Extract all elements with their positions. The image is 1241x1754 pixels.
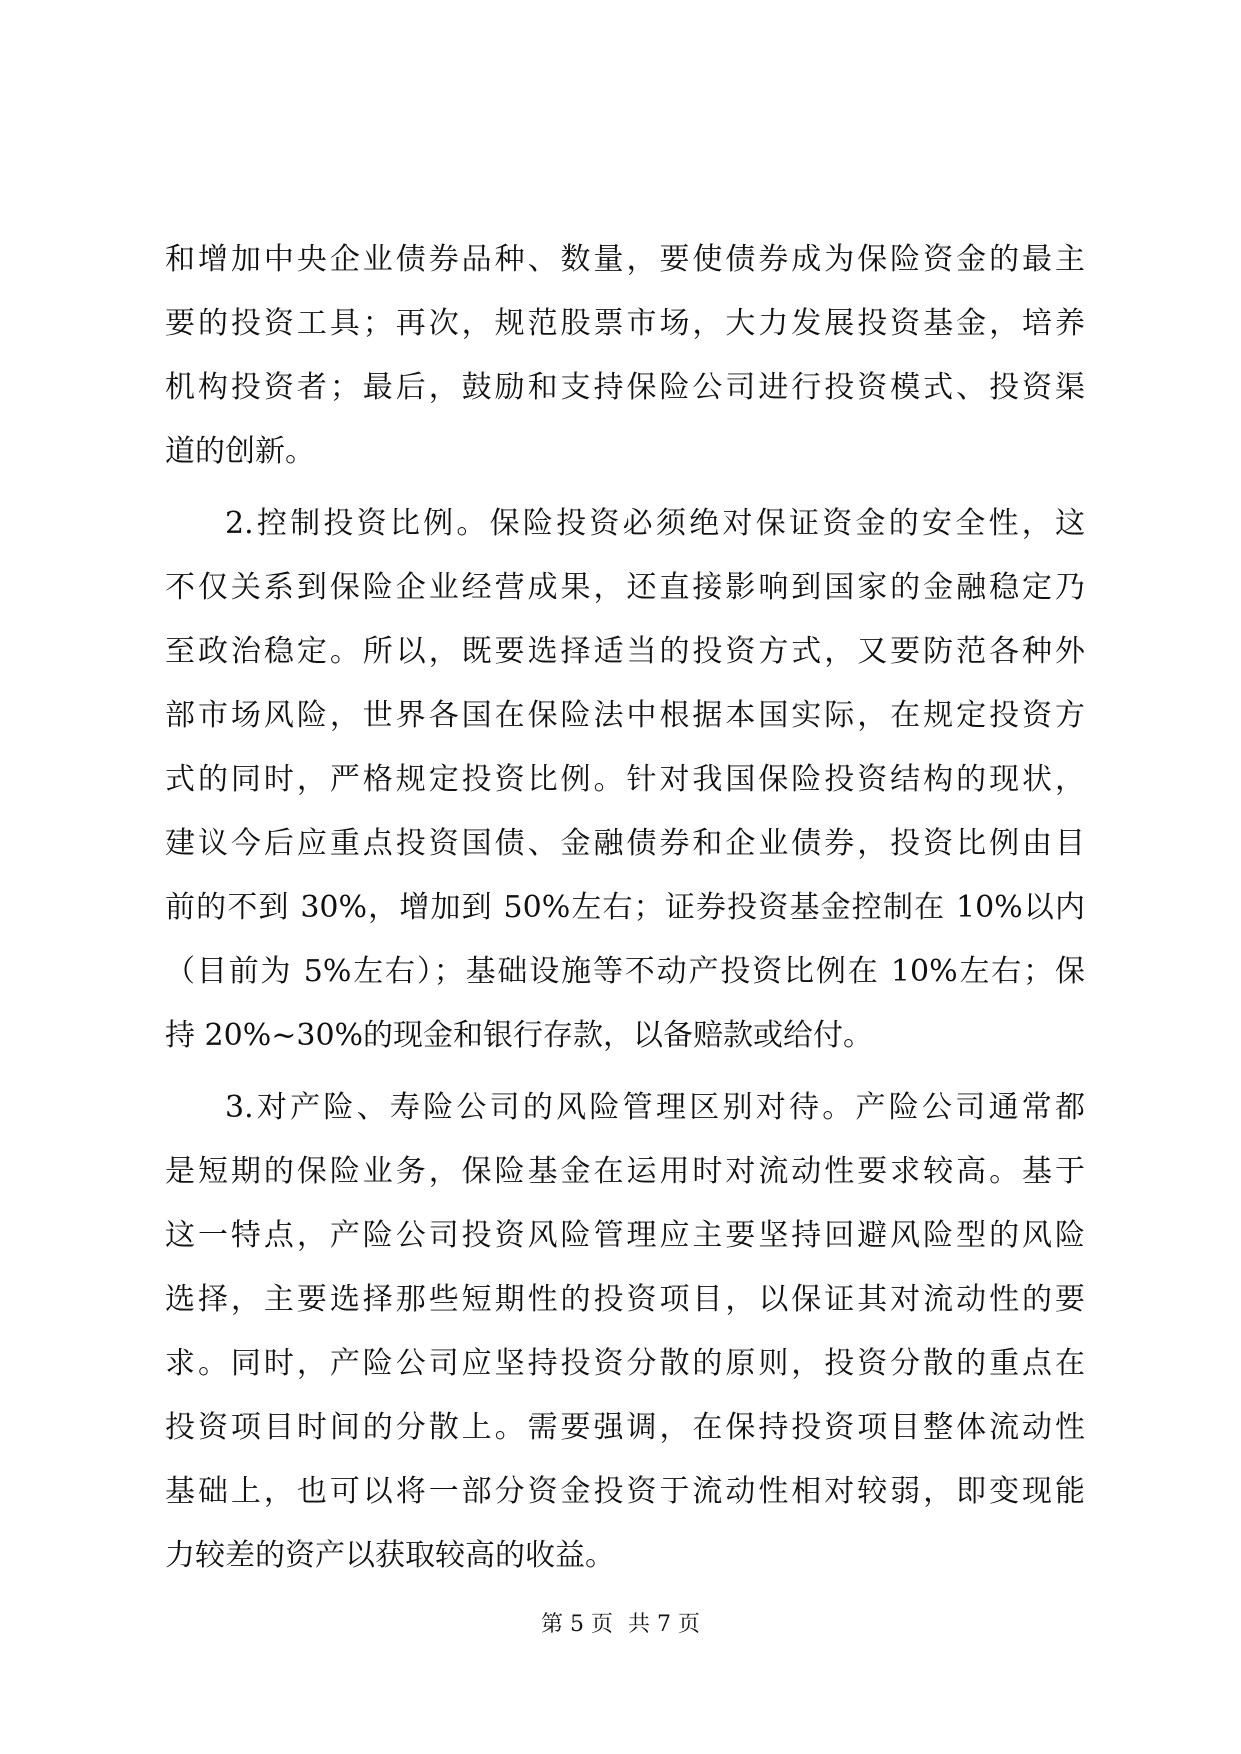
text-line: 式的同时，严格规定投资比例。针对我国保险投资结构的现状， — [165, 762, 1085, 797]
paragraph-2 — [165, 492, 1085, 1068]
text-line: 2.控制投资比例。保险投资必须绝对保证资金的安全性，这 — [225, 506, 1085, 541]
text-line: 至政治稳定。所以，既要选择适当的投资方式，又要防范各种外 — [165, 634, 1085, 669]
paragraph-3 — [165, 1076, 1085, 1588]
text-line: 前的不到 30%，增加到 50%左右；证券投资基金控制在 10%以内 — [165, 890, 1085, 925]
page-number: 第 5 页 — [541, 1612, 613, 1637]
text-line: （目前为 5%左右）；基础设施等不动产投资比例在 10%左右；保 — [165, 954, 1085, 989]
text-line: 3.对产险、寿险公司的风险管理区别对待。产险公司通常都 — [225, 1090, 1085, 1125]
text-line: 投资项目时间的分散上。需要强调，在保持投资项目整体流动性 — [165, 1410, 1085, 1445]
paragraph-1 — [165, 228, 1085, 484]
text-line: 不仅关系到保险企业经营成果，还直接影响到国家的金融稳定乃 — [165, 570, 1085, 605]
page-footer — [0, 1610, 1241, 1640]
text-line: 和增加中央企业债券品种、数量，要使债券成为保险资金的最主 — [165, 242, 1085, 277]
text-line: 这一特点，产险公司投资风险管理应主要坚持回避风险型的风险 — [165, 1218, 1085, 1253]
text-line: 力较差的资产以获取较高的收益。 — [165, 1538, 615, 1573]
page-total: 共 7 页 — [628, 1612, 700, 1637]
text-line: 部市场风险，世界各国在保险法中根据本国实际，在规定投资方 — [165, 698, 1085, 733]
text-line: 求。同时，产险公司应坚持投资分散的原则，投资分散的重点在 — [165, 1346, 1085, 1381]
body-text — [165, 228, 1085, 1588]
text-line: 要的投资工具；再次，规范股票市场，大力发展投资基金，培养 — [165, 306, 1085, 341]
text-line: 建议今后应重点投资国债、金融债券和企业债券，投资比例由目 — [165, 826, 1085, 861]
text-line: 基础上，也可以将一部分资金投资于流动性相对较弱，即变现能 — [165, 1474, 1085, 1509]
text-line: 持 20%~30%的现金和银行存款，以备赔款或给付。 — [165, 1018, 874, 1053]
text-line: 选择，主要选择那些短期性的投资项目，以保证其对流动性的要 — [165, 1282, 1085, 1317]
text-line: 道的创新。 — [165, 434, 315, 469]
text-line: 是短期的保险业务，保险基金在运用时对流动性要求较高。基于 — [165, 1154, 1085, 1189]
text-line: 机构投资者；最后，鼓励和支持保险公司进行投资模式、投资渠 — [165, 370, 1085, 405]
